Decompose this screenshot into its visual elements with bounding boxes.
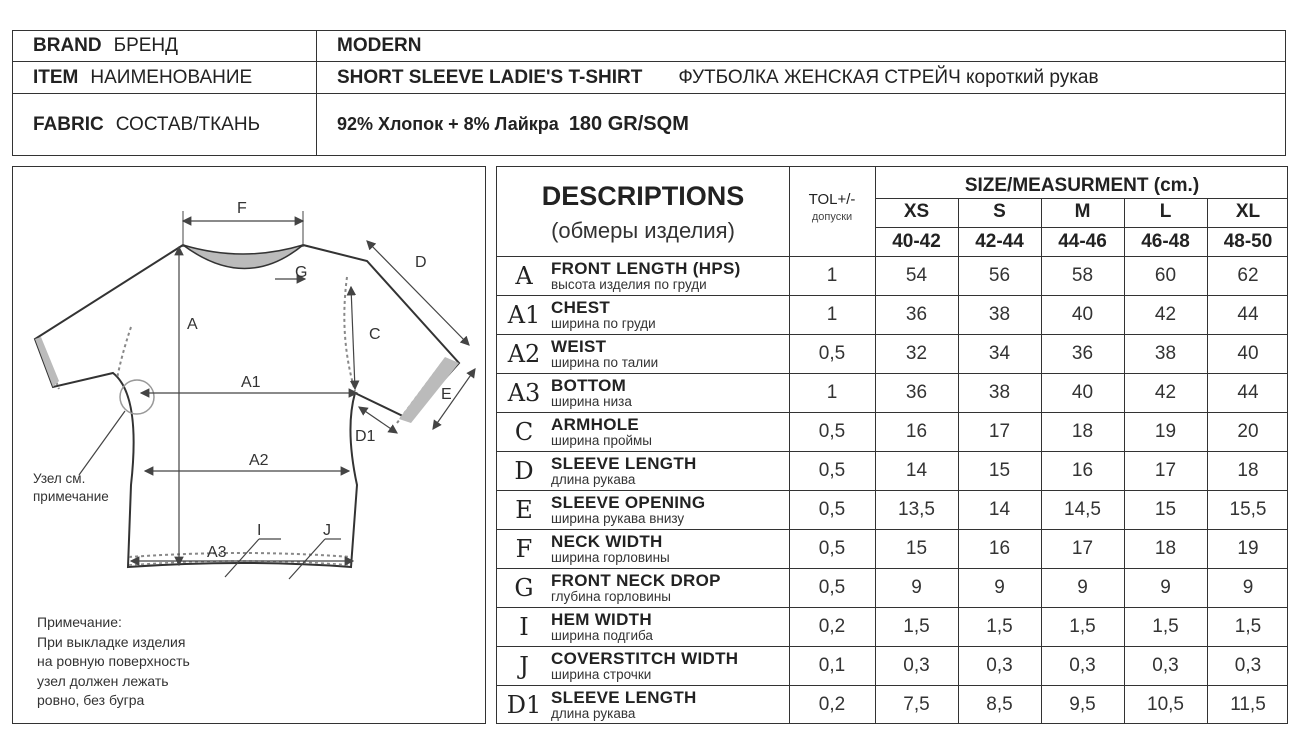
row-value-xs: 0,3: [903, 654, 930, 676]
table-row: [497, 334, 1289, 373]
brand-label: BRAND: [33, 35, 102, 56]
row-value-m: 16: [1071, 459, 1094, 481]
row-value-l: 38: [1154, 342, 1177, 364]
knot-label-line2: примечание: [33, 489, 109, 504]
row-value-s: 17: [988, 420, 1011, 442]
row-code: I: [519, 612, 529, 641]
tshirt-outline: [35, 245, 459, 567]
brand-label-cell: [13, 31, 317, 61]
row-value-s: 15: [988, 459, 1011, 481]
row-value-m: 0,3: [1069, 654, 1096, 676]
grid-line: [497, 607, 1287, 608]
row-value-m: 1,5: [1069, 615, 1096, 637]
row-tolerance: 0,2: [818, 693, 846, 715]
size-header-m: M: [1074, 201, 1091, 222]
row-value-xs: 13,5: [898, 498, 935, 520]
brand-row: [13, 31, 1285, 62]
table-row: [497, 256, 1289, 295]
label-a: A: [187, 316, 198, 333]
row-tolerance: 1: [826, 381, 838, 403]
item-label: ITEM: [33, 66, 79, 88]
grid-line: [497, 451, 1287, 452]
item-label-ru: НАИМЕНОВАНИЕ: [90, 66, 253, 88]
grid-line: [875, 198, 1287, 199]
size-measurement-header: SIZE/MEASURMENT (cm.): [964, 175, 1200, 196]
row-code: A1: [507, 300, 541, 329]
row-value-xl: 18: [1237, 459, 1259, 481]
diagram-note: [37, 613, 190, 711]
row-code: F: [515, 534, 533, 563]
row-value-xs: 1,5: [903, 615, 930, 637]
row-value-m: 14,5: [1064, 498, 1101, 520]
table-row: [497, 529, 1289, 568]
table-row: [497, 490, 1289, 529]
row-value-l: 60: [1154, 264, 1177, 286]
row-value-m: 9: [1077, 576, 1088, 598]
table-row: [497, 568, 1289, 607]
row-value-m: 58: [1071, 264, 1094, 286]
hem-stitch: [129, 553, 351, 557]
row-value-m: 9,5: [1069, 693, 1096, 715]
row-value-m: 40: [1071, 303, 1094, 325]
row-code: A3: [507, 378, 541, 407]
item-row: [13, 62, 1285, 94]
grid-line: [497, 334, 1287, 335]
size-header-l: L: [1159, 201, 1172, 222]
row-value-l: 15: [1154, 498, 1177, 520]
knot-leader: [79, 411, 125, 475]
row-name: SLEEVE LENGTH: [551, 688, 697, 707]
row-value-l: 9: [1160, 576, 1171, 598]
garment-diagram-panel: [12, 166, 486, 724]
dim-line-j: [289, 539, 325, 579]
table-row: [497, 412, 1289, 451]
tolerance-subheader: допуски: [811, 211, 853, 223]
row-code: G: [514, 573, 534, 602]
grid-line: [497, 646, 1287, 647]
row-value-l: 10,5: [1147, 693, 1184, 715]
row-value-xl: 1,5: [1234, 615, 1262, 637]
row-tolerance: 1: [826, 303, 838, 325]
row-value-xl: 40: [1237, 342, 1259, 364]
row-code: E: [515, 495, 533, 524]
row-value-xs: 36: [905, 381, 928, 403]
grid-line: [497, 568, 1287, 569]
row-name: BOTTOM: [551, 376, 627, 395]
row-value-xs: 54: [905, 264, 928, 286]
row-value-m: 40: [1071, 381, 1094, 403]
row-code: A: [515, 261, 533, 290]
row-value-m: 36: [1071, 342, 1094, 364]
label-a1: A1: [241, 374, 261, 391]
row-tolerance: 0,5: [818, 537, 846, 559]
row-value-xs: 16: [905, 420, 928, 442]
row-value-xl: 44: [1237, 303, 1259, 325]
note-line: узел должен лежать: [37, 672, 169, 689]
table-row: [497, 451, 1289, 490]
row-value-xs: 32: [905, 342, 928, 364]
row-name: HEM WIDTH: [551, 610, 652, 629]
grid-line: [875, 227, 1287, 228]
fabric-label: FABRIC: [33, 113, 104, 135]
item-label-cell: [13, 62, 317, 93]
table-row: [497, 685, 1289, 724]
row-value-l: 1,5: [1152, 615, 1179, 637]
label-f: F: [237, 200, 247, 217]
row-name: CHEST: [551, 298, 611, 317]
row-value-l: 18: [1154, 537, 1177, 559]
row-name: NECK WIDTH: [551, 532, 663, 551]
item-value-cell: [337, 62, 1099, 93]
row-code: D: [514, 456, 534, 485]
fabric-label-ru: СОСТАВ/ТКАНЬ: [115, 113, 261, 135]
row-tolerance: 0,1: [818, 654, 846, 676]
tshirt-diagram: [13, 167, 487, 607]
item-value-ru: ФУТБОЛКА ЖЕНСКАЯ СТРЕЙЧ короткий рукав: [678, 66, 1099, 88]
size-range-xs: 40-42: [892, 231, 941, 252]
dim-line-c: [351, 287, 355, 389]
row-value-s: 9: [994, 576, 1005, 598]
label-a2: A2: [249, 452, 269, 469]
tolerance-header: TOL+/-: [808, 191, 856, 208]
row-value-l: 0,3: [1152, 654, 1179, 676]
row-value-l: 19: [1154, 420, 1177, 442]
row-value-s: 8,5: [986, 693, 1013, 715]
grid-line: [497, 295, 1287, 296]
row-value-s: 1,5: [986, 615, 1013, 637]
table-row: [497, 373, 1289, 412]
row-code: D1: [506, 690, 542, 719]
row-name: SLEEVE OPENING: [551, 493, 706, 512]
fabric-value-cell: [337, 94, 689, 155]
table-row: [497, 607, 1289, 646]
row-name-ru: высота изделия по груди: [551, 277, 707, 292]
row-value-s: 16: [988, 537, 1011, 559]
row-value-xl: 20: [1237, 420, 1259, 442]
dim-line-i: [225, 539, 259, 577]
table-row: [497, 646, 1289, 685]
row-value-xs: 9: [911, 576, 922, 598]
knot-circle: [120, 380, 154, 414]
descriptions-title: DESCRIPTIONS: [541, 181, 745, 211]
brand-value: MODERN: [337, 35, 422, 56]
row-value-l: 42: [1154, 303, 1177, 325]
row-tolerance: 0,5: [818, 420, 846, 442]
row-name: FRONT LENGTH (HPS): [551, 259, 741, 278]
descriptions-subtitle: (обмеры изделия): [551, 218, 735, 243]
row-value-xl: 62: [1237, 264, 1259, 286]
row-value-m: 18: [1071, 420, 1094, 442]
row-value-xl: 15,5: [1229, 498, 1267, 520]
size-range-l: 46-48: [1141, 231, 1190, 252]
row-value-s: 38: [988, 381, 1011, 403]
row-value-l: 17: [1154, 459, 1177, 481]
row-name-ru: ширина по талии: [551, 355, 659, 370]
knot-label-line1: Узел см.: [33, 471, 86, 486]
label-c: C: [369, 326, 381, 343]
note-line: При выкладке изделия: [37, 633, 186, 650]
spec-header: [12, 30, 1286, 156]
row-value-l: 42: [1154, 381, 1177, 403]
row-value-m: 17: [1071, 537, 1094, 559]
row-name-ru: ширина горловины: [551, 550, 670, 565]
row-tolerance: 0,5: [818, 498, 846, 520]
armhole-stitch-left: [117, 327, 131, 379]
collar: [183, 245, 303, 269]
row-tolerance: 0,5: [818, 459, 846, 481]
row-name: SLEEVE LENGTH: [551, 454, 697, 473]
row-value-xs: 14: [905, 459, 928, 481]
row-tolerance: 1: [826, 264, 838, 286]
row-tolerance: 0,2: [818, 615, 846, 637]
row-name-ru: ширина рукава внизу: [551, 511, 685, 526]
brand-label-ru: БРЕНД: [113, 35, 179, 56]
size-header-xs: XS: [903, 201, 930, 222]
grid-line: [497, 685, 1287, 686]
row-code: C: [514, 417, 534, 446]
size-range-s: 42-44: [975, 231, 1024, 252]
row-name: FRONT NECK DROP: [551, 571, 721, 590]
label-d1: D1: [355, 428, 376, 445]
row-value-s: 0,3: [986, 654, 1013, 676]
size-range-xl: 48-50: [1223, 231, 1273, 252]
row-name-ru: глубина горловины: [551, 589, 671, 604]
label-e: E: [441, 386, 452, 403]
size-header-s: S: [993, 201, 1006, 222]
row-value-xs: 15: [905, 537, 928, 559]
row-value-xl: 9: [1242, 576, 1254, 598]
brand-value-cell: [337, 31, 421, 61]
item-value: SHORT SLEEVE LADIE'S T-SHIRT: [337, 66, 643, 88]
fabric-label-cell: [13, 94, 317, 155]
row-code: J: [519, 651, 529, 680]
row-name-ru: ширина по груди: [551, 316, 656, 331]
row-value-s: 34: [988, 342, 1011, 364]
label-j: J: [323, 522, 331, 539]
label-a3: A3: [207, 544, 227, 561]
note-line: на ровную поверхность: [37, 653, 190, 669]
sleeve-shade-left: [35, 337, 59, 387]
size-header-xl: XL: [1235, 201, 1261, 222]
row-value-s: 56: [988, 264, 1011, 286]
row-tolerance: 0,5: [818, 342, 846, 364]
fabric-row: [13, 94, 1285, 155]
row-code: A2: [507, 339, 541, 368]
fabric-composition: 92% Хлопок + 8% Лайкра: [337, 114, 559, 134]
row-value-s: 14: [988, 498, 1011, 520]
label-d: D: [415, 254, 427, 271]
grid-line: [497, 490, 1287, 491]
row-value-xs: 7,5: [903, 693, 930, 715]
size-range-m: 44-46: [1058, 231, 1107, 252]
row-name-ru: ширина проймы: [551, 433, 652, 448]
note-line: Примечание:: [37, 614, 122, 630]
grid-line: [497, 373, 1287, 374]
fabric-weight: 180 GR/SQM: [568, 113, 689, 135]
row-value-xs: 36: [905, 303, 928, 325]
label-i: I: [257, 522, 262, 539]
row-name-ru: длина рукава: [551, 706, 636, 721]
row-value-s: 38: [988, 303, 1011, 325]
label-g: G: [295, 264, 308, 281]
row-name-ru: ширина подгиба: [551, 628, 653, 643]
row-name-ru: ширина строчки: [551, 667, 652, 682]
size-table: [496, 166, 1288, 724]
row-value-xl: 44: [1237, 381, 1259, 403]
table-row: [497, 295, 1289, 334]
row-name: ARMHOLE: [551, 415, 640, 434]
row-name-ru: ширина низа: [551, 394, 632, 409]
row-tolerance: 0,5: [818, 576, 846, 598]
row-value-xl: 0,3: [1234, 654, 1262, 676]
note-line: ровно, без бугра: [37, 692, 145, 708]
grid-line: [497, 529, 1287, 530]
grid-line: [497, 412, 1287, 413]
row-name: WEIST: [551, 337, 607, 356]
row-name: COVERSTITCH WIDTH: [551, 649, 739, 668]
row-name-ru: длина рукава: [551, 472, 636, 487]
row-value-xl: 19: [1237, 537, 1259, 559]
row-value-xl: 11,5: [1230, 693, 1266, 715]
